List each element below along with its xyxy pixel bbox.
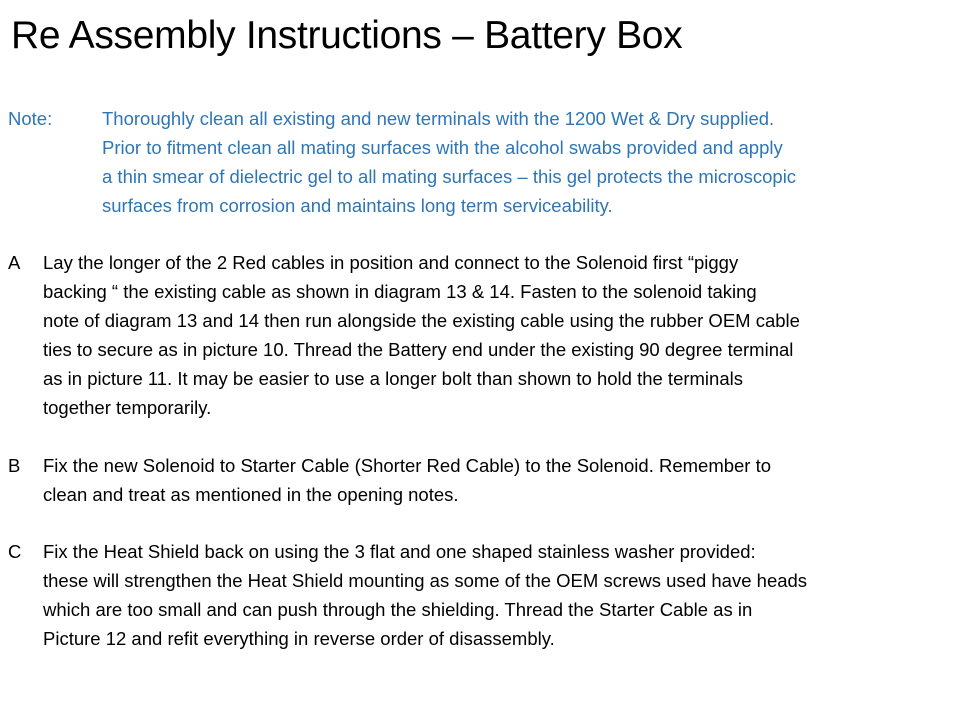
instruction-text <box>43 248 800 422</box>
instruction-line: note of diagram 13 and 14 then run alongside the existing cable using the rubber OEM cable <box>43 310 800 331</box>
instruction-line: which are too small and can push through the shielding. Thread the Starter Cable as in <box>43 599 753 620</box>
slide-title: Re Assembly Instructions – Battery Box <box>11 14 683 57</box>
instruction-letter: A <box>8 252 21 273</box>
instruction-letter: B <box>8 455 21 476</box>
note-text <box>102 104 796 220</box>
instruction-line: together temporarily. <box>43 397 212 418</box>
instruction-letter: C <box>8 541 22 562</box>
note-line: surfaces from corrosion and maintains long term serviceability. <box>102 195 613 216</box>
instruction-line: ties to secure as in picture 10. Thread the Battery end under the existing 90 degree terminal <box>43 339 794 360</box>
instruction-line: Picture 12 and refit everything in reverse order of disassembly. <box>43 628 555 649</box>
note-line: Prior to fitment clean all mating surfaces with the alcohol swabs provided and apply <box>102 137 783 158</box>
instruction-line: these will strengthen the Heat Shield mounting as some of the OEM screws used have heads <box>43 570 808 591</box>
instruction-line: Fix the new Solenoid to Starter Cable (Shorter Red Cable) to the Solenoid. Remember to <box>43 455 772 476</box>
note-line: a thin smear of dielectric gel to all mating surfaces – this gel protects the microscopic <box>102 166 797 187</box>
instruction-line: Fix the Heat Shield back on using the 3 flat and one shaped stainless washer provided: <box>43 541 756 562</box>
note-line: Thoroughly clean all existing and new terminals with the 1200 Wet & Dry supplied. <box>102 108 775 129</box>
instruction-line: as in picture 11. It may be easier to use a longer bolt than shown to hold the terminals <box>43 368 743 389</box>
note-label: Note: <box>8 108 53 129</box>
instruction-line: clean and treat as mentioned in the opening notes. <box>43 484 459 505</box>
instruction-text <box>43 537 807 653</box>
instruction-line: Lay the longer of the 2 Red cables in position and connect to the Solenoid first “piggy <box>43 252 739 273</box>
instruction-text <box>43 451 771 509</box>
instruction-line: backing “ the existing cable as shown in diagram 13 & 14. Fasten to the solenoid taking <box>43 281 757 302</box>
